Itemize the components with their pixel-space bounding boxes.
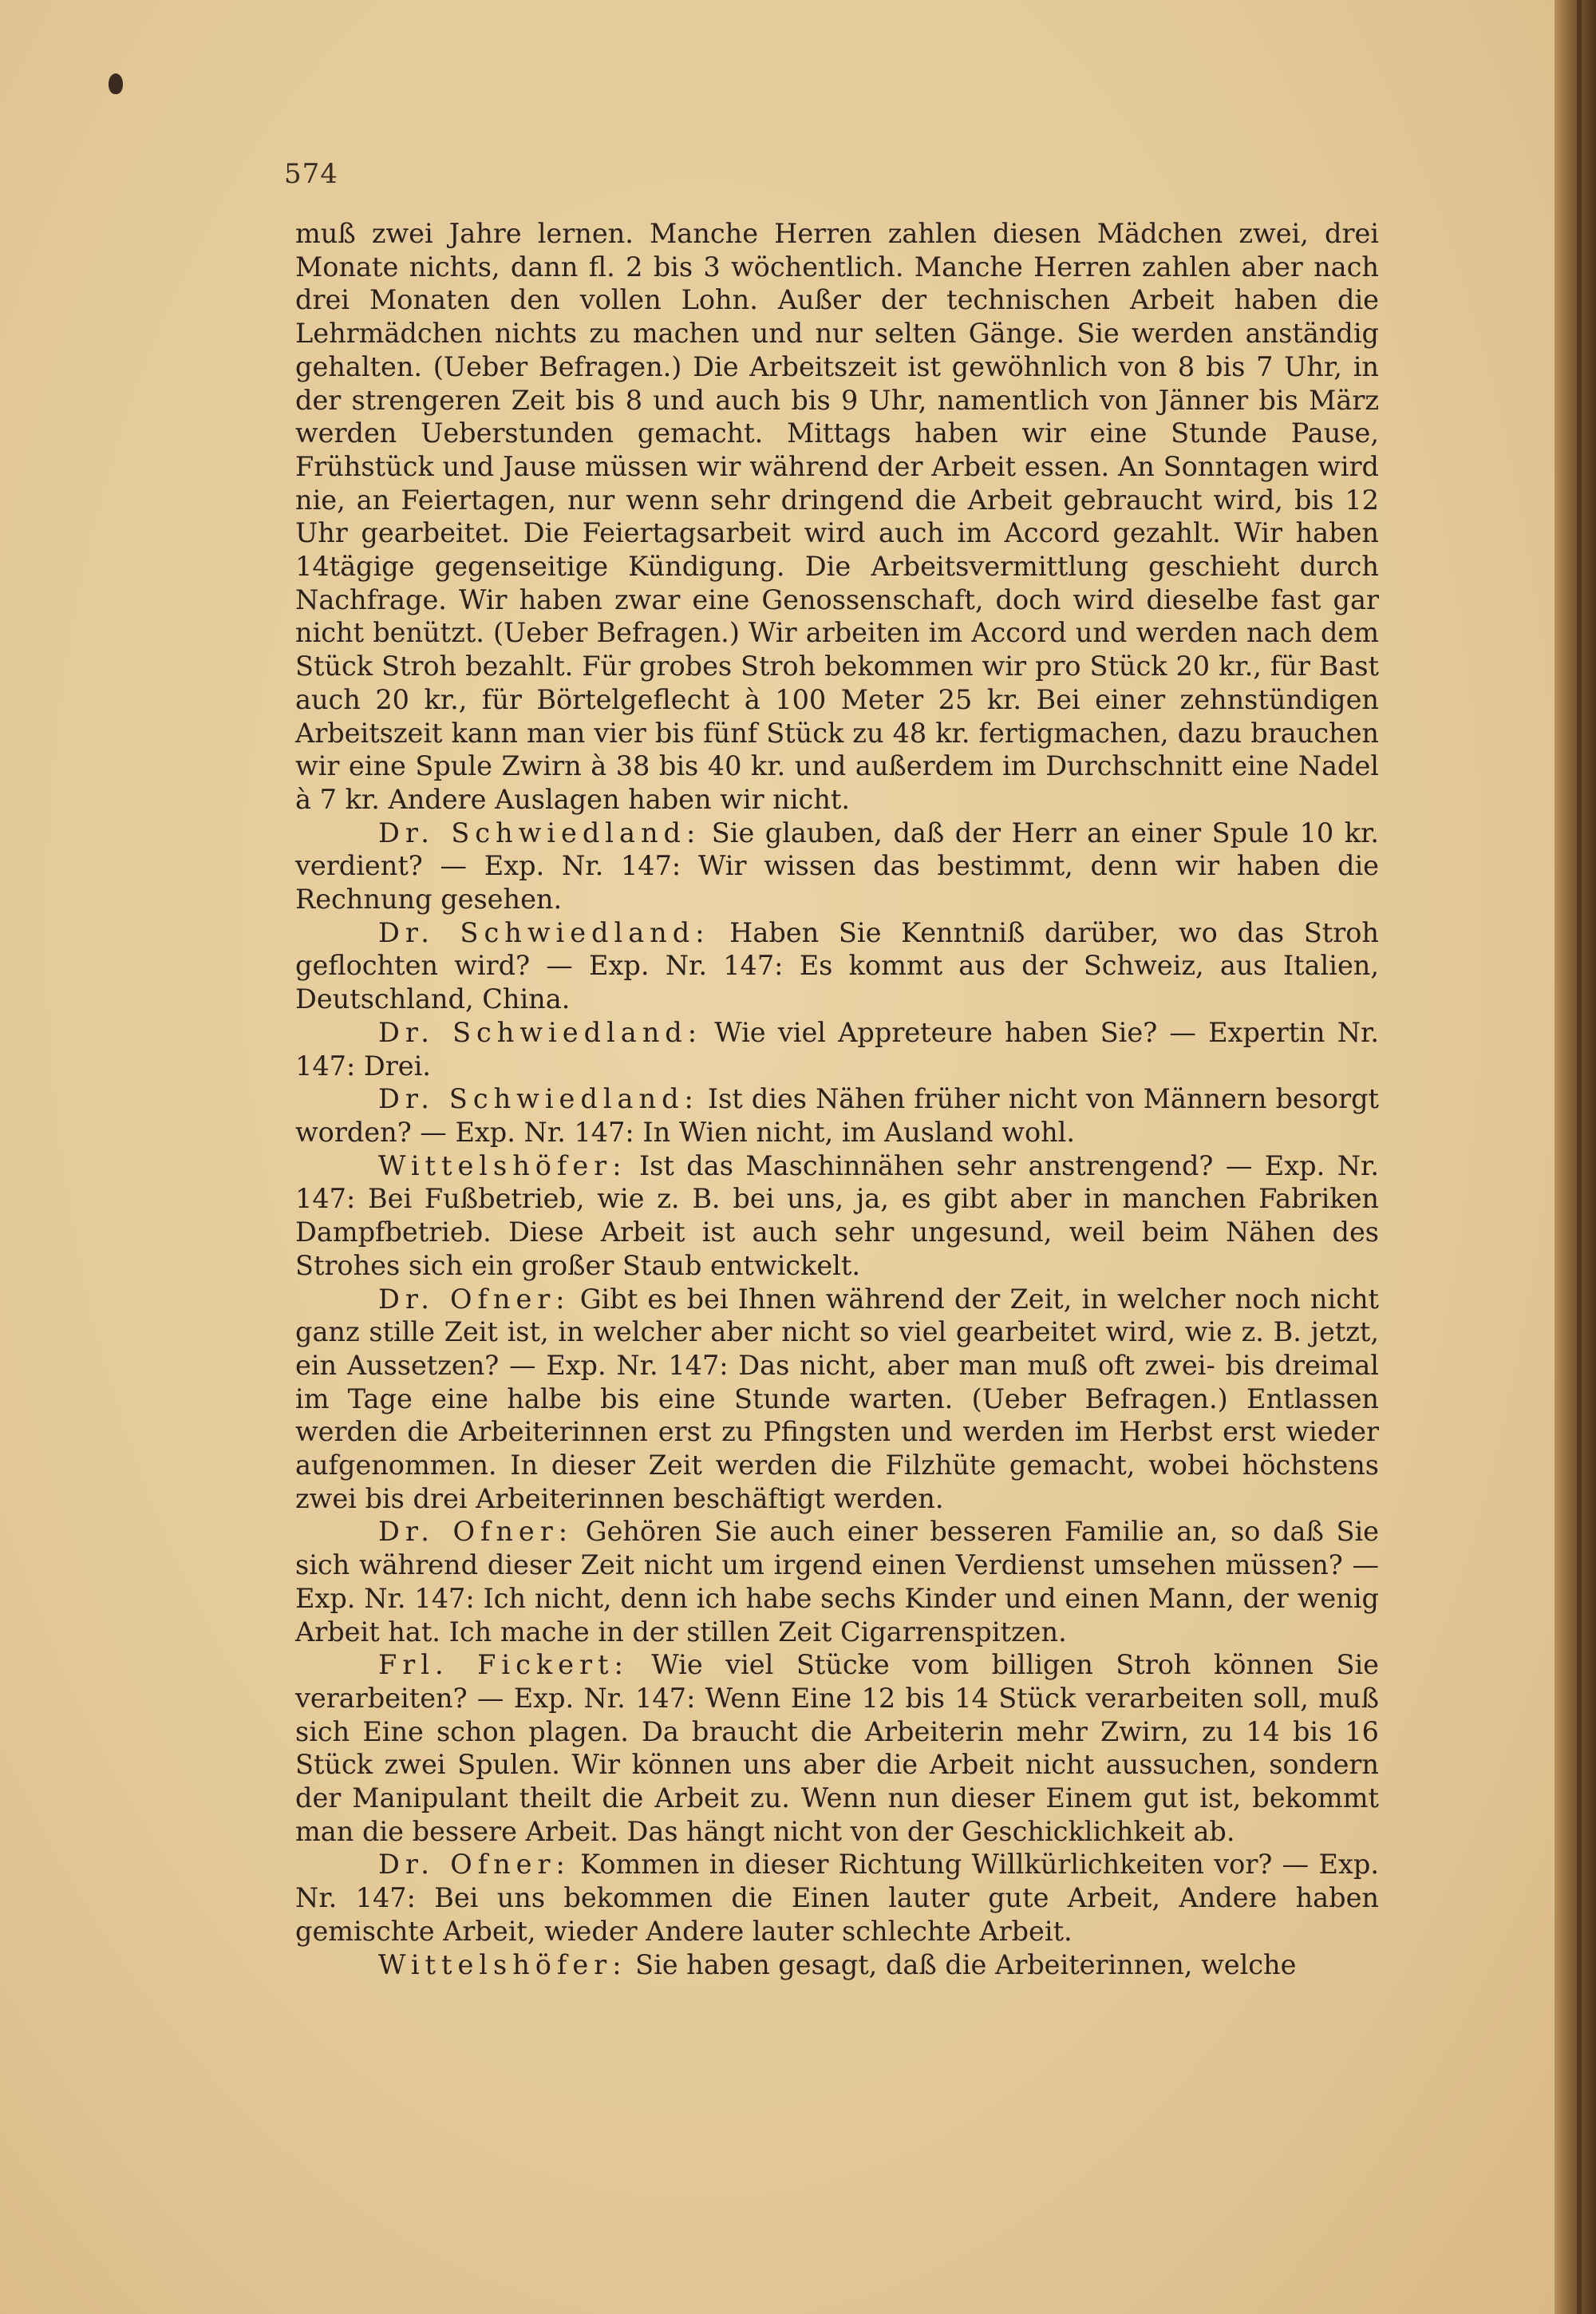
speaker-name: Dr. Schwiedland: bbox=[378, 916, 710, 948]
paragraph-text: Wie viel Appreteure haben Sie? — Expertin Nr. 147: Drei. bbox=[295, 1016, 1379, 1082]
paragraph-5 bbox=[295, 1082, 1379, 1149]
speaker-name: Dr. Schwiedland: bbox=[378, 1016, 703, 1048]
speaker-name: Wittelshöfer: bbox=[378, 1149, 627, 1181]
paragraph-text: Sie haben gesagt, daß die Arbeiterinnen, welche bbox=[626, 1948, 1297, 1980]
binding-strip bbox=[1577, 0, 1582, 2314]
speaker-name: Frl. Fickert: bbox=[378, 1649, 629, 1681]
paragraph-text: Wie viel Stücke vom billigen Stroh können Sie verarbeiten? — Exp. Nr. 147: Wenn Eine 12 bis 14 Stück verarbeiten soll, muß sich Eine schon plagen. Da braucht die Arbeiterin mehr Zwirn, zu 14 bis 16 Stück zwei Spulen. Wir können uns aber die Arbeit nicht aussuchen, sondern der Manipulant theilt die Arbeit zu. Wenn nun dieser Einem gut ist, bekommt man die bessere Arbeit. Das hängt nicht von der Geschicklichkeit ab. bbox=[295, 1649, 1379, 1847]
paragraph-text: Ist dies Nähen früher nicht von Männern besorgt worden? — Exp. Nr. 147: In Wien nicht, im Ausland wohl. bbox=[295, 1083, 1379, 1148]
paragraph-4 bbox=[295, 1016, 1379, 1082]
paragraph-text: Sie glauben, daß der Herr an einer Spule 10 kr. verdient? — Exp. Nr. 147: Wir wissen das bestimmt, denn wir haben die Rechnung gesehen. bbox=[295, 817, 1379, 916]
paragraph-7 bbox=[295, 1283, 1379, 1516]
paragraph-6 bbox=[295, 1149, 1379, 1283]
book-spine-edge bbox=[1555, 0, 1596, 2314]
paragraph-text: Kommen in dieser Richtung Willkürlichkeiten vor? — Exp. Nr. 147: Bei uns bekommen die Einen lauter gute Arbeit, Andere haben gemischte Arbeit, wieder Andere lauter schlechte Arbeit. bbox=[295, 1849, 1379, 1947]
paragraph-1 bbox=[295, 217, 1379, 817]
speaker-name: Dr. Schwiedland: bbox=[378, 817, 701, 848]
paragraph-text: muß zwei Jahre lernen. Manche Herren zahlen diesen Mädchen zwei, drei Monate nichts, dann fl. 2 bis 3 wöchentlich. Manche Herren zahlen aber nach drei Monaten den vollen Lohn. Außer der technischen Arbeit haben die Lehrmädchen nichts zu machen und nur selten Gänge. Sie werden anständig gehalten. (Ueber Befragen.) Die Arbeitszeit ist gewöhnlich von 8 bis 7 Uhr, in der strengeren Zeit bis 8 und auch bis 9 Uhr, namentlich von Jänner bis März werden Ueberstunden gemacht. Mittags haben wir eine Stunde Pause, Frühstück und Jause müssen wir während der Arbeit essen. An Sonntagen wird nie, an Feiertagen, nur wenn sehr dringend die Arbeit gebraucht wird, bis 12 Uhr gearbeitet. Die Feiertagsarbeit wird auch im Accord gezahlt. Wir haben 14tägige gegenseitige Kündigung. Die Arbeitsvermittlung geschieht durch Nachfrage. Wir haben zwar eine Genossenschaft, doch wird dieselbe fast gar nicht benützt. (Ueber Befragen.) Wir arbeiten im Accord und werden nach dem Stück Stroh bezahlt. Für grobes Stroh bekommen wir pro Stück 20 kr., für Bast auch 20 kr., für Börtelgeflecht à 100 Meter 25 kr. Bei einer zehnstündigen Arbeitszeit kann man vier bis fünf Stück zu 48 kr. fertigmachen, dazu brauchen wir eine Spule Zwirn à 38 bis 40 kr. und außerdem im Durchschnitt eine Nadel à 7 kr. Andere Auslagen haben wir nicht. bbox=[295, 218, 1379, 815]
paragraph-text: Haben Sie Kenntniß darüber, wo das Stroh geflochten wird? — Exp. Nr. 147: Es kommt aus der Schweiz, aus Italien, Deutschland, China. bbox=[295, 916, 1379, 1015]
paragraph-2 bbox=[295, 817, 1379, 916]
speaker-name: Dr. Ofner: bbox=[378, 1849, 571, 1881]
paragraph-text: Gehören Sie auch einer besseren Familie an, so daß Sie sich während dieser Zeit nicht um irgend einen Verdienst umsehen müssen? — Exp. Nr. 147: Ich nicht, denn ich habe sechs Kinder und einen Mann, der wenig Arbeit hat. Ich mache in der stillen Zeit Cigarrenspitzen. bbox=[295, 1516, 1380, 1647]
paragraph-10 bbox=[295, 1848, 1379, 1948]
speaker-name: Dr. Ofner: bbox=[378, 1283, 571, 1315]
paragraph-8 bbox=[295, 1515, 1379, 1648]
paragraph-11 bbox=[295, 1948, 1379, 1982]
paragraph-3 bbox=[295, 916, 1379, 1016]
speaker-name: Dr. Schwiedland: bbox=[378, 1083, 699, 1115]
speaker-name: Wittelshöfer: bbox=[378, 1948, 627, 1980]
page-number: 574 bbox=[284, 158, 338, 190]
speaker-name: Dr. Ofner: bbox=[378, 1516, 574, 1548]
paragraph-9 bbox=[295, 1648, 1379, 1848]
ink-stain bbox=[109, 73, 123, 94]
paragraph-text: Ist das Maschinnähen sehr anstrengend? — Exp. Nr. 147: Bei Fußbetrieb, wie z. B. bei uns, ja, es gibt aber in manchen Fabriken Dampfbetrieb. Diese Arbeit ist auch sehr ungesund, weil beim Nähen des Strohes sich ein großer Staub entwickelt. bbox=[295, 1149, 1379, 1281]
page-text bbox=[295, 217, 1379, 1981]
paragraph-text: Gibt es bei Ihnen während der Zeit, in welcher noch nicht ganz stille Zeit ist, in welcher aber nicht so viel gearbeitet wird, wie z. B. jetzt, ein Aussetzen? — Exp. Nr. 147: Das nicht, aber man muß oft zwei- bis dreimal im Tage eine halbe bis eine Stunde warten. (Ueber Befragen.) Entlassen werden die Arbeiterinnen erst zu Pfingsten und werden im Herbst erst wieder aufgenommen. In dieser Zeit werden die Filzhüte gemacht, wobei höchstens zwei bis drei Arbeiterinnen beschäftigt werden. bbox=[295, 1283, 1379, 1514]
